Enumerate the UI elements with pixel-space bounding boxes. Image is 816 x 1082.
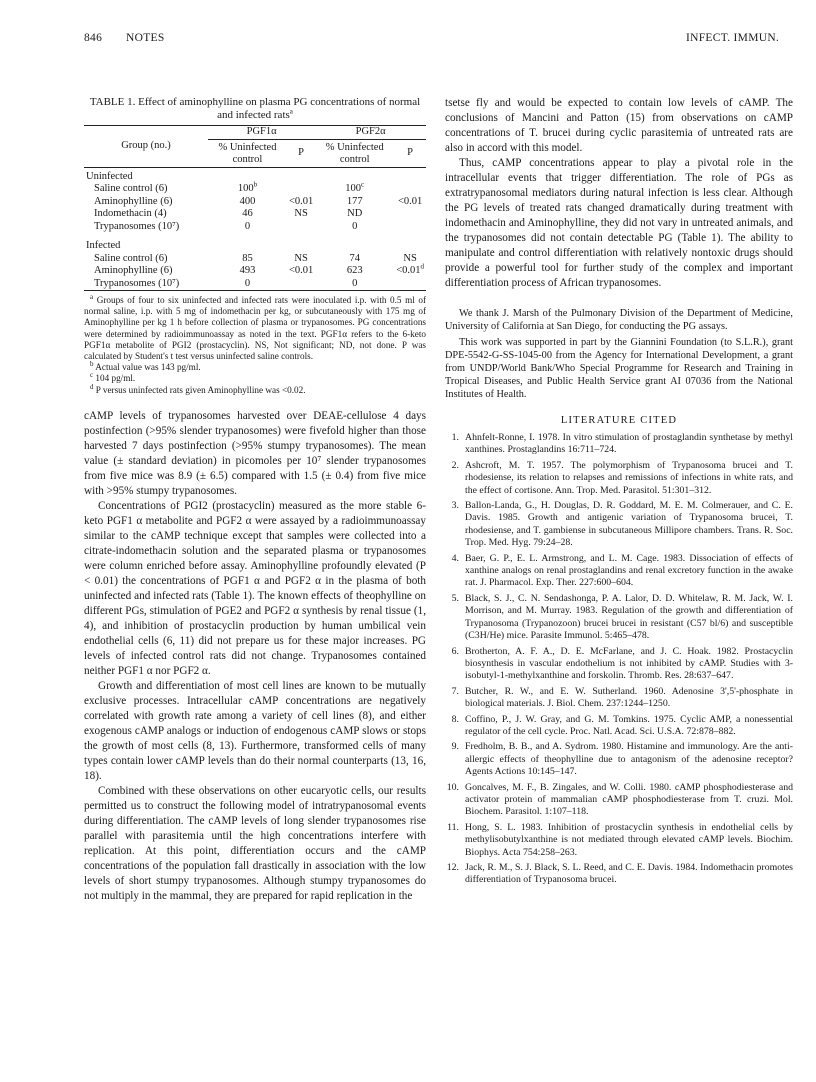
pgf1a-number: 100 [237,183,254,194]
reference-text: Baer, G. P., E. L. Armstrong, and L. M. Cage. 1983. Dissociation of effects of xanthine analogs on renal prostaglandins and renal excretory function in the awake rat. J. Pharmacol. Exp. Ther. 227:600–604. [465,552,793,589]
section-label: Infected [86,240,121,251]
group-cell: Aminophylline (6) [94,265,173,276]
pgf2a-header: PGF2α [315,126,426,140]
reference-item [445,686,793,711]
group-cell: Indomethacin (4) [94,208,167,219]
reference-text: Goncalves, M. F., B. Zingales, and W. Colli. 1980. cAMP phosphodiesterase and activator protein of mammalian cAMP phosphodiesterase from T. cruzi. Mol. Biochem. Parasitol. 1:107–118. [465,781,793,818]
reference-text: Brotherton, A. F. A., D. E. McFarlane, and J. C. Hoak. 1982. Prostacyclin biosynthesis in vascular endothelium is not inhibited by cAMP. Studies with 3-isobutyl-1-methylxanthine and forskolin. Thromb. Res. 28:637–647. [465,645,793,682]
footnote-mark: b [90,360,94,369]
reference-number: 6. [451,645,459,657]
reference-number: 12. [446,862,459,873]
pgf1a-number: 493 [239,265,256,276]
table-body [84,167,426,291]
section-row [84,233,426,253]
pgf2a-value [315,196,394,209]
reference-number: 10. [446,781,459,793]
footnote-mark: a [90,292,94,301]
table-footnote [84,292,427,362]
acknowledgment-paragraph: This work was supported in part by the Giannini Foundation (to S.L.R.), grant DPE-5542-G-SS-1045-00 from the Agency for International Development, a grant from UNDP/World Bank/Who Special Programme for Research and Training in Tropical Diseases, and Public Health Service grant AI 07036 from the National Institutes of Health. [445,337,793,400]
footnote-text: Actual value was 143 pg/ml. [95,362,201,373]
table-footnotes [84,292,427,396]
reference-number: 9. [451,741,459,753]
pgf1a-pct-header: % Uninfected control [218,141,277,165]
footnote-mark: d [90,382,94,391]
pgf2a-number: ND [347,208,363,219]
pgf1a-number: 46 [242,208,253,219]
reference-text: Ahnfelt-Ronne, I. 1978. In vitro stimulation of prostaglandin synthetase by methyl xanthines. Prostaglandins 16:711–724. [465,432,793,456]
pgf2a-number: 0 [352,277,358,289]
reference-item [445,862,793,887]
pgf2a-p [394,196,426,209]
pgf2a-p-value: NS [403,252,417,264]
pgf2a-number: 100 [345,183,362,194]
group-cell: Trypanosomes (10⁷) [94,277,180,289]
pgf1a-header: PGF1α [208,126,315,140]
pgf1a-number: 0 [244,277,251,289]
reference-item [445,822,793,859]
pgf1a-number: 0 [244,220,251,232]
pgf1a-value [208,221,287,234]
table-row [84,196,426,209]
table-row [84,208,426,221]
table-row [84,265,426,278]
acknowledgments [445,307,793,401]
literature-title: LITERATURE CITED [560,415,678,426]
pgf1a-number: 85 [242,252,253,264]
reference-number: 3. [451,500,459,512]
pgf1a-value [208,253,287,266]
pgf2a-p-value: <0.01 [396,265,421,276]
reference-item [445,741,793,778]
reference-text: Ashcroft, M. T. 1957. The polymorphism of Trypanosoma brucei and T. rhodesiense, its relation to relapses and remissions of infections in white rats, and the effect of cortisone. Ann. Trop. Med. Parasitol. 51:301–312. [465,459,793,496]
reference-item [445,782,793,819]
pgf2a-p [394,278,426,291]
left-body-text [84,409,426,904]
acknowledgment-paragraph: We thank J. Marsh of the Pulmonary Division of the Department of Medicine, University of California at San Diego, for conducting the PG assays. [445,308,793,332]
right-body-text [445,96,793,291]
pgf2a-value [315,265,394,278]
reference-text: Hong, S. L. 1983. Inhibition of prostacyclin synthesis in endothelial cells by methylisobutylxanthine is not mediated through elevated cAMP levels. Biochim. Biophys. Acta 754:258–263. [465,821,793,858]
pg-table [84,125,426,291]
reference-text: Coffino, P., J. W. Gray, and G. M. Tomkins. 1975. Cyclic AMP, a nonessential regulator of the cell cycle. Proc. Natl. Acad. Sci. U.S.A. 72:878–882. [465,713,793,737]
pgf2a-value [315,180,394,196]
table-footnote [84,362,426,373]
body-paragraph: Concentrations of PGI2 (prostacyclin) measured as the more stable 6-keto PGF1 α metabolite and PGF2 α were assayed by a radioimmunoassay similar to the cAMP technique except that samples were collected into a citrate-indomethacin solution and the separated plasma or trypanosomes were column enriched before assay. Aminophylline profoundly elevated (P < 0.01) the concentrations of PGF1 α and PGF2 α in the plasma of both uninfected and infected rats (Table 1). The known effects of theophylline on different PGs, stimulation of PGE2 and PGF2 α synthesis by renal tissue (1, 4), and inhibition of prostacyclin production by human umbilical vein endothelial cells (6, 11) did not prepare us for these major increases. PG levels of infected control rats did not change. Trypanosomes contained neither PGF1 α nor PGF2 α. [84,499,426,677]
pgf1a-value [208,278,287,291]
pgf2a-p-header: P [407,146,414,158]
pgf2a-number: 623 [346,265,363,276]
pgf2a-number: 74 [349,252,360,264]
reference-number: 1. [451,432,459,443]
reference-item [445,553,793,590]
reference-number: 11. [447,821,459,833]
reference-text: Ballon-Landa, G., H. Douglas, D. R. Goddard, M. E. M. Colmerauer, and C. E. Davis. 1985. Growth and antigenic variation of Trypanosoma brucei, T. rhodesiense, and T. gambiense in subcutaneous Millipore chambers. Trans. R. Soc. Trop. Med. Hyg. 79:24–28. [465,500,793,549]
pgf1a-p [287,278,315,291]
reference-number: 7. [451,685,459,697]
pgf1a-value [208,196,287,209]
body-paragraph: Combined with these observations on other eucaryotic cells, our results permitted us to construct the following model of intratrypanosomal events during differentiation. The cAMP levels of long slender trypanosomes rise parallel with parasitemia until the high concentrations interfere with replication. At this point, differentiation occurs and the cAMP concentrations of the population fall drastically in association with the low levels of short stumpy trypanosomes. Although stumpy trypanosomes do not multiply in the mammal, they are prepared for rapid replication in the [84,784,426,902]
group-cell: Trypanosomes (10⁷) [94,220,180,232]
reference-number: 8. [451,713,459,725]
pgf1a-value [208,265,287,278]
pgf2a-p [394,208,426,221]
pgf2a-p [394,262,426,278]
pgf2a-pct-header: % Uninfected control [325,141,384,165]
pgf2a-p-value: <0.01 [397,195,423,207]
pgf1a-p-header: P [298,146,305,158]
table-row [84,221,426,234]
table-row [84,278,426,291]
reference-text: Jack, R. M., S. J. Black, S. L. Reed, and C. E. Davis. 1984. Indomethacin promotes differentiation of Trypanosoma brucei. [465,862,793,886]
journal-name: INFECT. IMMUN. [686,32,780,44]
pgf2a-number: 177 [346,195,363,207]
pgf1a-p: NS [294,252,308,264]
left-column [84,96,426,904]
footnote-text: P versus uninfected rats given Aminophylline was <0.02. [95,384,306,395]
reference-text: Black, S. J., C. N. Sendashonga, P. A. Lalor, D. D. Whitelaw, R. M. Jack, W. I. Morrison, and M. Murray. 1983. Regulation of the growth and differentiation of Trypanosoma (Trypanozoon) brucei brucei in resistant (C57 bl/6) and susceptible (C3H/He) mice. Parasite Immunol. 5:465–478. [465,592,793,642]
table-footnote [84,373,426,384]
reference-number: 5. [451,592,459,604]
group-header: Group (no.) [121,140,171,151]
pgf2a-value [315,278,394,291]
section-label: Uninfected [86,170,133,182]
pgf1a-number: 400 [239,195,256,207]
footnote-mark: c [90,371,94,380]
group-cell: Saline control (6) [94,183,168,194]
pgf1a-value [208,180,287,196]
body-paragraph: cAMP levels of trypanosomes harvested over DEAE-cellulose 4 days postinfection (>95% slender trypanosomes) were fivefold higher than those harvested 7 days postinfection (>95% stumpy trypanosomes). The mean value (± standard deviation) in picomoles per 10⁷ slender trypanosomes from five mice was 8.9 (± 6.5) compared with 1.5 (± 0.4) from five mice with >95% stumpy trypanosomes. [84,409,426,497]
pgf2a-value [315,221,394,234]
body-paragraph: Growth and differentiation of most cell lines are known to be mutually exclusive processes. Intracellular cAMP concentrations are negatively correlated with growth rate among a variety of cell lines (8), and either exogenous cAMP analogs or induction of endogenous cAMP slows or stops the growth of most cells (8, 13). Furthermore, transformed cells of many types contain lower cAMP levels than do their normal counterparts (13, 16, 18). [84,679,426,782]
reference-item [445,432,793,457]
pgf2a-value [315,208,394,221]
pgf1a-p: <0.01 [288,265,314,276]
pgf1a-p: NS [294,208,308,219]
pgf2a-mark: c [361,180,365,189]
reference-item [445,460,793,497]
section-label: NOTES [126,32,165,44]
footnote-text: 104 pg/ml. [95,373,136,384]
body-paragraph: tsetse fly and would be expected to contain low levels of cAMP. The conclusions of Mancini and Patton (15) from observations on cAMP concentrations of T. brucei during cyclic parasitemia of untreated rats are also in accord with this model. [445,97,793,154]
pgf2a-number: 0 [352,220,358,232]
reference-text: Fredholm, B. B., and A. Sydrom. 1980. Histamine and immunology. Are the anti-allergic effects of theophylline due to antagonism of the adenosine receptor? Agents Actions 10:145–147. [465,741,793,778]
table-row [84,253,426,266]
group-cell: Aminophylline (6) [94,195,173,207]
body-paragraph: Thus, cAMP concentrations appear to play a pivotal role in the intracellular events that trigger differentiation. The role of PGs as extratrypanosomal mediators during natural infection is less clear. Although the PG levels of treated rats changed dramatically during treatment with indomethacin and Aminophylline, they did not vary in untreated animals, and the trypanosomes did not contain detectable PG (Table 1). The ability to manipulate and control differentiation with relatively nontoxic drugs should provide a powerful tool for further study of the complex and important differentiation process of African trypanosomes. [445,157,793,289]
pgf1a-mark: b [253,180,258,189]
pgf2a-p [394,221,426,234]
right-column [445,96,793,890]
table-row [84,183,426,196]
pgf2a-p-mark: d [420,262,424,271]
pgf1a-p [287,221,315,234]
pgf2a-p [394,183,426,196]
reference-item [445,646,793,683]
reference-number: 4. [451,552,459,564]
reference-item [445,714,793,739]
table-caption: TABLE 1. Effect of aminophylline on plasma PG concentrations of normal and infected rats$^a$ [89,96,421,121]
pgf1a-value [208,208,287,221]
reference-item [445,593,793,643]
reference-text: Butcher, R. W., and E. W. Sutherland. 1960. Adenosine 3',5'-phosphate in biological materials. J. Biol. Chem. 237:1244–1250. [465,685,793,710]
reference-number: 2. [451,459,459,471]
footnote-text: Groups of four to six uninfected and infected rats were inoculated i.p. with 0.5 ml of normal saline, i.p. with 5 mg of indomethacin per kg, or subcutaneously with 175 mg of Aminophylline per kg 1 h before collection of plasma or trypanosomes. PG concentrations were determined by radioimmunoassay as noted in the text. PGF1α refers to the 6-keto PGF1α metabolite of PGI2 (prostacyclin). NS, Not significant; ND, not done. P was calculated by Student's t test versus uninfected saline controls. [84,295,427,362]
reference-list [445,432,793,887]
pgf1a-p [287,183,315,196]
reference-item [445,500,793,550]
table-footnote [84,382,426,396]
group-cell: Saline control (6) [94,252,168,264]
pgf1a-p: <0.01 [288,195,314,207]
page-number: 846 [84,32,103,44]
pgf2a-value [315,253,394,266]
